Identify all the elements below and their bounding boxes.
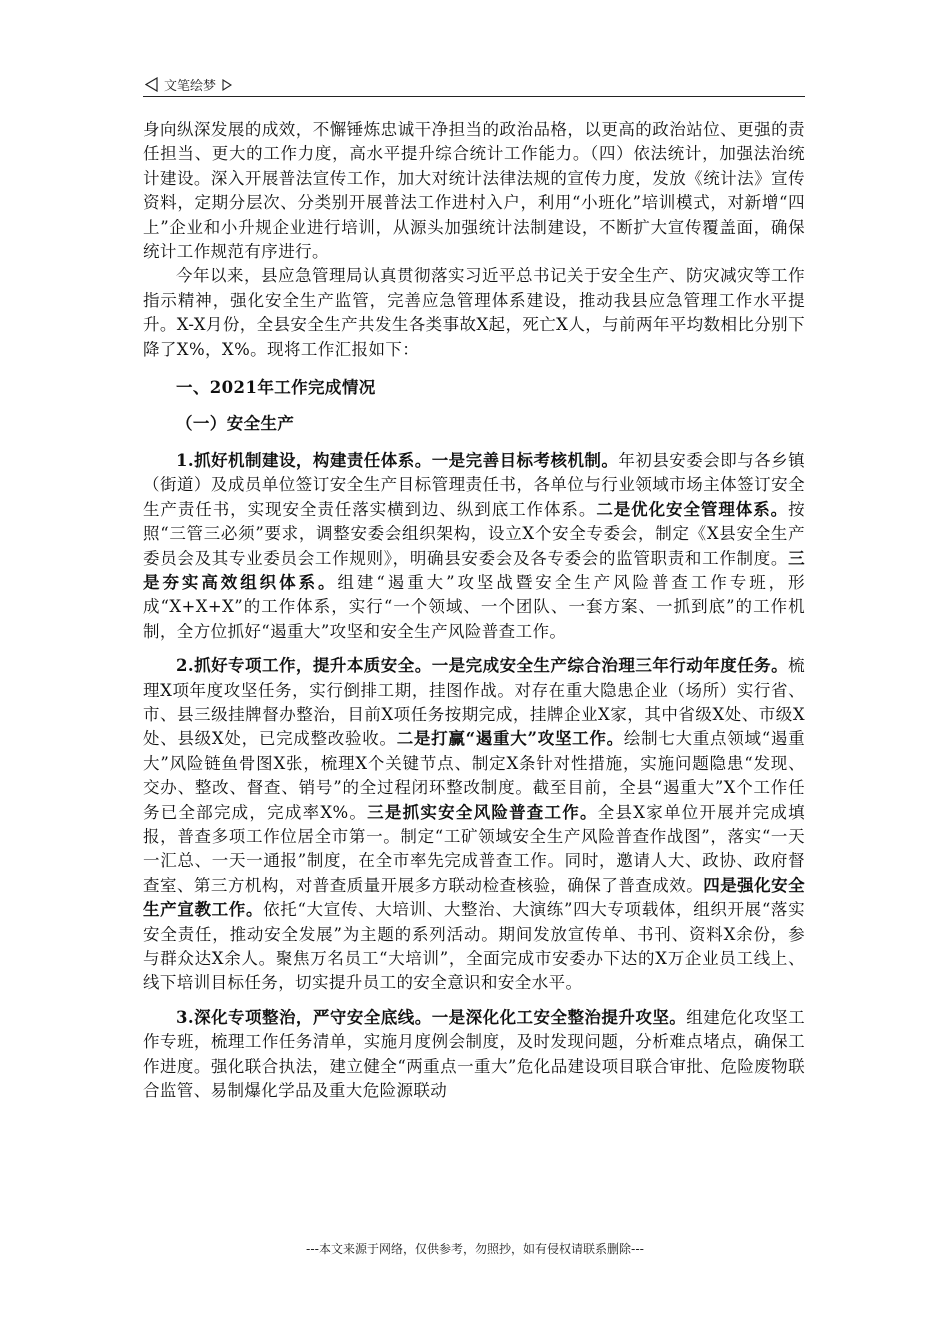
subtitle-rectification: 3.深化专项整治，严守安全底线。一是深化化工安全整治提升攻坚。: [176, 1007, 687, 1027]
text-rectification-1: 组建危化攻坚工作专班，梳理工作任务清单，实施月度例会制度，及时发现问题，分析难点堵点，确保工作进度。强化联合执法，建立健全“两重点一重大”危化品建设项目联合审批、危险废物联合监管、易制爆化学品及重大危险源联动: [143, 1007, 805, 1101]
paragraph-mechanism: [143, 449, 805, 644]
bold-special-3: 三是抓实安全风险普查工作。: [367, 802, 598, 822]
bold-mechanism-3: 三是夯实高效组织体系。: [143, 548, 805, 592]
header-brand-text: 文笔绘梦: [164, 79, 217, 94]
paragraph-intro: 今年以来，县应急管理局认真贯彻落实习近平总书记关于安全生产、防灾减灾等工作指示精神，强化安全生产监管，完善应急管理体系建设，推动我县应急管理工作水平提升。X-X月份，全县安全生产共发生各类事故X起，死亡X人，与前两年平均数相比分别下降了X%，X%。现将工作汇报如下：: [143, 266, 805, 359]
bold-mechanism-2: 二是优化安全管理体系。: [596, 499, 789, 519]
paragraph-rectification: [143, 1006, 805, 1104]
section-heading-1: 一、2021年工作完成情况: [176, 378, 376, 398]
subtitle-special-work: 2.抓好专项工作，提升本质安全。一是完成安全生产综合治理三年行动年度任务。: [176, 656, 789, 676]
subtitle-mechanism: 1.抓好机制建设，构建责任体系。一是完善目标考核机制。: [176, 450, 619, 470]
text-mechanism-3: 组建“遏重大”攻坚战暨安全生产风险普查工作专班，形成“X+X+X”的工作体系，实行“一个领域、一个团队、一套方案、一抓到底”的工作机制，全方位抓好“遏重大”攻坚和安全生产风险普查工作。: [143, 572, 806, 641]
paragraph-special-work: [143, 654, 805, 996]
text-special-4: 依托“大宣传、大培训、大整治、大演练”四大专项载体，组织开展“落实安全责任，推动安全发展”为主题的系列活动。期间发放宣传单、书刊、资料X余份，参与群众达X余人。聚焦万名员工“大培训”，全面完成市安委办下达的X万企业员工线上、线下培训目标任务，切实提升员工的安全意识和安全水平。: [143, 900, 805, 993]
page-footer: ---本文来源于网络，仅供参考，勿照抄，如有侵权请联系删除---: [306, 1242, 644, 1256]
header-brand: [145, 75, 232, 94]
text-mechanism-2: 按照“三管三必须”要求，调整安委会组织架构，设立X个安全专委会，制定《X县安全生产委员会及其专业委员会工作规则》，明确县安委会及各专委会的监管职责和工作制度。: [143, 499, 805, 568]
text-special-2: 绘制七大重点领域“遏重大”风险链鱼骨图X张，梳理X个关键节点、制定X条针对性措施，实施问题隐患“发现、交办、整改、督查、销号”的全过程闭环整改制度。截至目前，全县“遏重大”X个工作任务已全部完成，完成率X%。: [143, 729, 805, 822]
bold-special-2: 二是打赢“遏重大”攻坚工作。: [396, 729, 624, 749]
text-special-1: 梳理X项年度攻坚任务，实行倒排工期，挂图作战。对存在重大隐患企业（场所）实行省、市、县三级挂牌督办整治，目前X项任务按期完成，挂牌企业X家，其中省级X处、市级X处、县级X处，已完成整改验收。: [143, 656, 805, 749]
triangle-left-icon: [145, 77, 158, 92]
bold-special-4: 四是强化安全生产宣教工作。: [143, 875, 805, 920]
text-special-3: 全县X家单位开展并完成填报，普查多项工作位居全市第一。制定“工矿领域安全生产风险普查作战图”，落实“一天一汇总、一天一通报”制度，在全市率先完成普查工作。同时，邀请人大、政协、政府督查室、第三方机构，对普查质量开展多方联动检查核验，确保了普查成效。: [143, 802, 806, 895]
section-heading-safety: （一）安全生产: [176, 414, 295, 434]
paragraph-statistics: 身向纵深发展的成效，不懈锤炼忠诚干净担当的政治品格，以更高的政治站位、更强的责任担当、更大的工作力度，高水平提升综合统计工作能力。（四）依法统计，加强法治统计建设。深入开展普法宣传工作，加大对统计法律法规的宣传力度，发放《统计法》宣传资料，定期分层次、分类别开展普法工作进村入户，利用“小班化”培训模式，对新增“四上”企业和小升规企业进行培训，从源头加强统计法制建设，不断扩大宣传覆盖面，确保统计工作规范有序进行。: [143, 120, 805, 262]
document-body: [143, 118, 805, 1103]
page-header: [143, 74, 805, 97]
text-mechanism-1: 年初县安委会即与各乡镇（街道）及成员单位签订安全生产目标管理责任书，各单位与行业领域市场主体签订安全生产责任书，实现安全责任落实横到边、纵到底工作体系。: [143, 450, 806, 519]
triangle-right-icon: [222, 79, 232, 91]
